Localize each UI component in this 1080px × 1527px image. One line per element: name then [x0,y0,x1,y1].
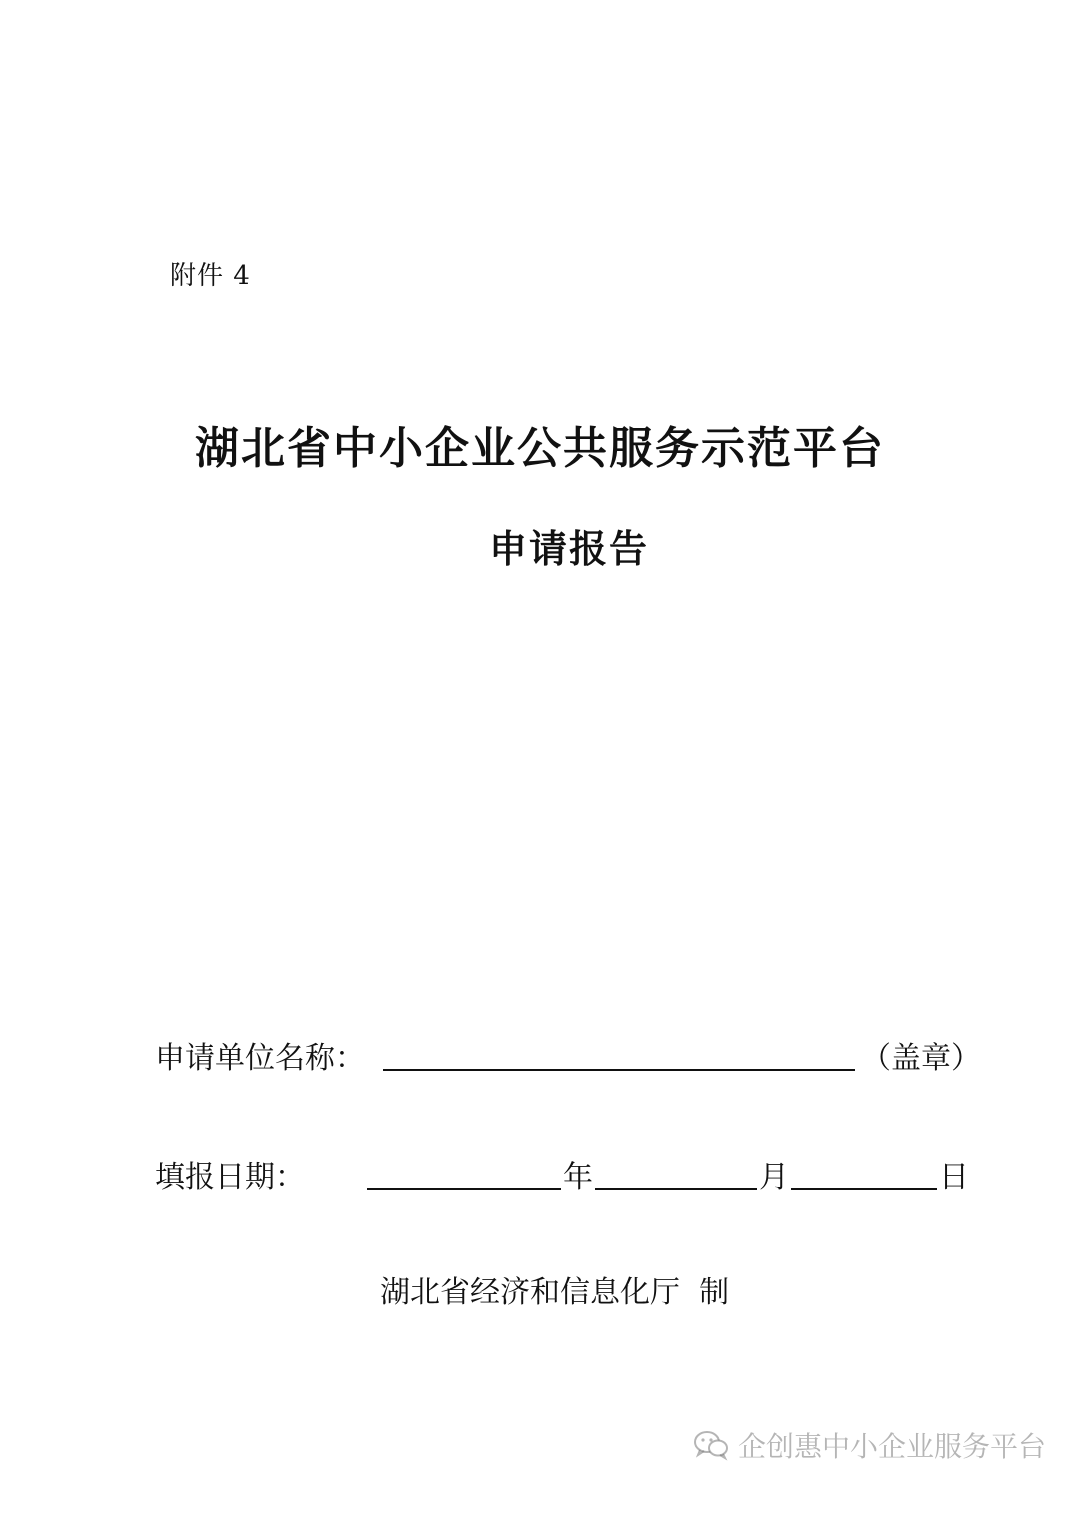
date-label: 填报日期： [155,1160,305,1195]
day-label: 日 [939,1160,969,1195]
seal-note: （盖章） [861,1041,981,1076]
document-subtitle: 申请报告 [488,527,649,571]
day-blank[interactable] [791,1152,937,1190]
applicant-row [155,1033,981,1077]
month-blank[interactable] [595,1152,757,1190]
watermark [692,1425,1046,1465]
issuer-line: 湖北省经济和信息化厅 制 [380,1275,730,1310]
year-blank[interactable] [367,1152,561,1190]
watermark-text: 企创惠中小企业服务平台 [737,1430,1046,1463]
attachment-label: 附件 4 [170,261,251,291]
wechat-icon [692,1429,730,1461]
applicant-name-blank[interactable] [383,1033,855,1071]
year-label: 年 [563,1160,593,1195]
month-label: 月 [759,1160,789,1195]
applicant-label: 申请单位名称： [155,1041,365,1076]
document-title: 湖北省中小企业公共服务示范平台 [195,423,885,474]
date-row [155,1152,975,1196]
